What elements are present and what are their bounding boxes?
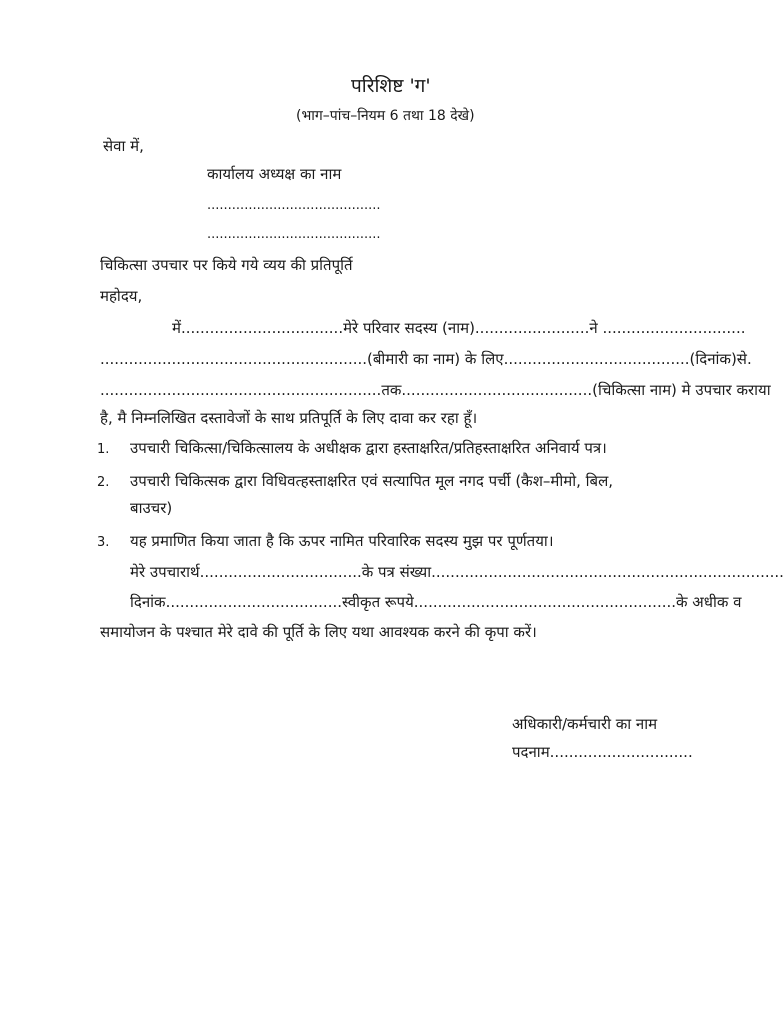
subject-line: चिकित्सा उपचार पर किये गये व्यय की प्रतिपूर्ति <box>100 256 353 274</box>
list-item-number: 1. <box>97 442 110 457</box>
office-head-label: कार्यालय अध्यक्ष का नाम <box>207 165 342 183</box>
list-item-text: यह प्रमाणित किया जाता है कि ऊपर नामित परिवारिक सदस्य मुझ पर पूर्णतया। <box>130 532 554 550</box>
designation-label: पदनाम.............................. <box>512 743 693 761</box>
appendix-title: परिशिष्ट 'ग' <box>351 75 431 97</box>
list-item-text-cont: बाउचर) <box>130 499 173 517</box>
closing-line: मेरे उपचारार्थ..................................के पत्र संख्या.......................................................................... <box>130 563 784 581</box>
list-item-text: उपचारी चिकित्सा/चिकित्सालय के अधीक्षक द्वारा हस्ताक्षरित/प्रतिहस्ताक्षरित अनिवार्य पत्र। <box>130 439 607 457</box>
blank-line: .......................................... <box>207 198 381 213</box>
blank-line: .......................................... <box>207 227 381 242</box>
list-item-number: 2. <box>97 475 110 490</box>
officer-name-label: अधिकारी/कर्मचारी का नाम <box>512 715 658 733</box>
closing-line: दिनांक.....................................स्वीकृत रूपये.......................................................के अधीक व <box>130 593 742 611</box>
closing-line: समायोजन के पश्चात मेरे दावे की पूर्ति के लिए यथा आवश्यक करने की कृपा करें। <box>100 623 537 641</box>
salutation-to: सेवा में, <box>103 137 144 155</box>
greeting: महोदय, <box>100 287 143 305</box>
body-line: है, मै निम्नलिखित दस्तावेजों के साथ प्रतिपूर्ति के लिए दावा कर रहा हूँ। <box>100 409 478 427</box>
appendix-subtitle: (भाग–पांच–नियम 6 तथा 18 देखे) <box>296 108 475 124</box>
list-item-number: 3. <box>97 535 110 550</box>
body-line: में..................................मेरे परिवार सदस्य (नाम)........................ने .............................. <box>172 319 746 337</box>
list-item-text: उपचारी चिकित्सक द्वारा विधिवत्हस्ताक्षरित एवं सत्यापित मूल नगद पर्ची (कैश–मीमो, बिल, <box>130 472 614 490</box>
body-line: ...........................................................तक........................................(चिकित्सा नाम) मे उपचार कराया <box>100 381 771 399</box>
body-line: ........................................................(बीमारी का नाम) के लिए.......................................(दिनांक)से. <box>100 350 752 368</box>
